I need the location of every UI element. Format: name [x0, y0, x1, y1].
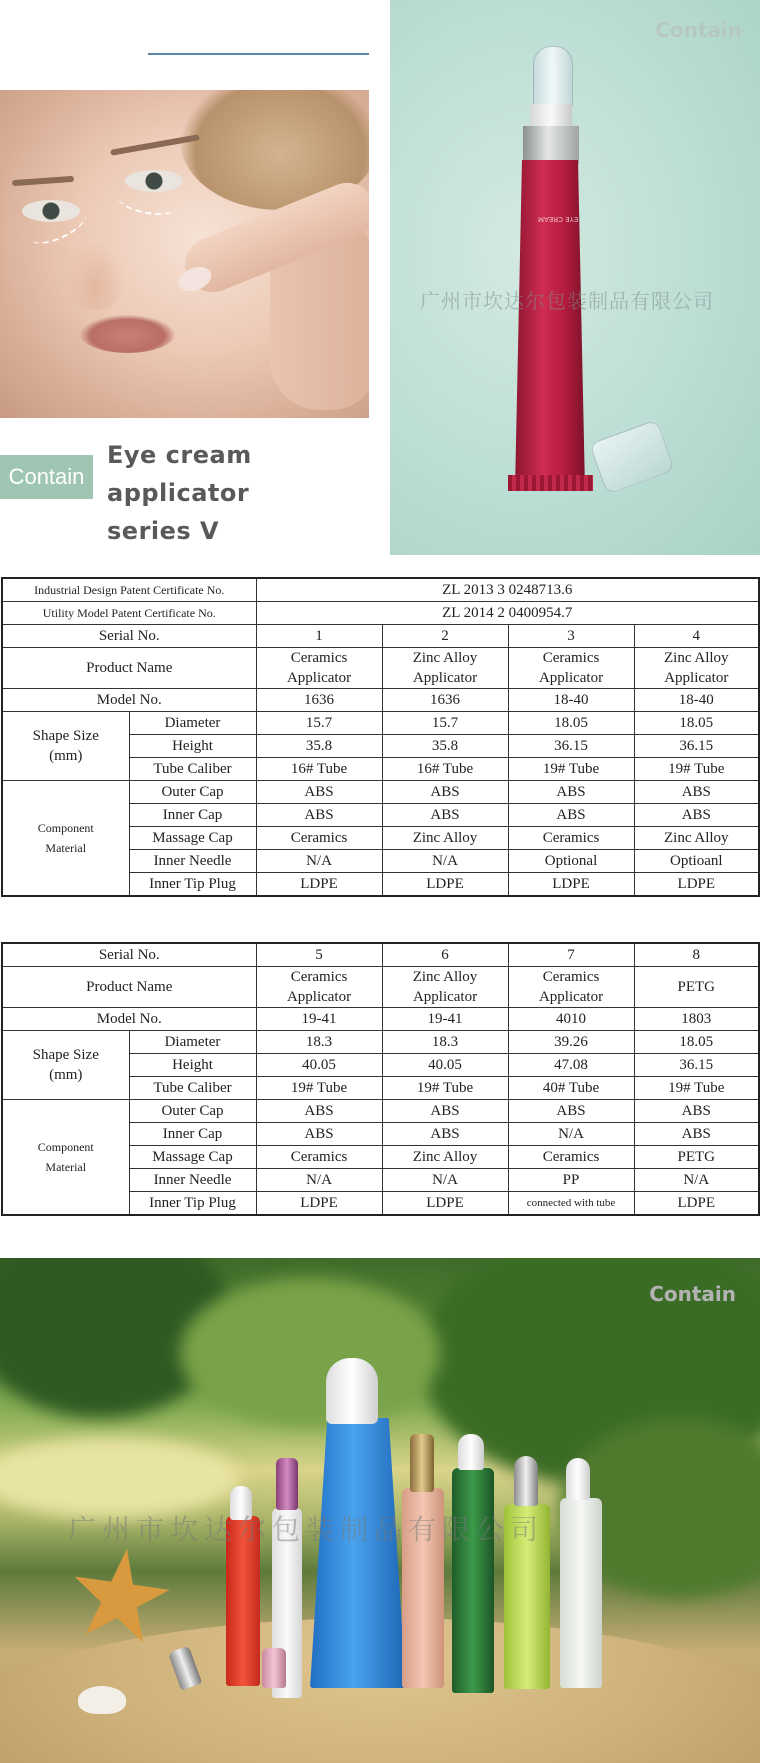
- patent-number: ZL 2014 2 0400954.7: [256, 602, 759, 625]
- row-label: Tube Caliber: [129, 758, 256, 781]
- table-cell: Ceramics: [508, 1146, 634, 1169]
- brand-logo: Contain: [655, 18, 742, 42]
- eyebrow: [12, 176, 74, 186]
- table-row: [2, 712, 759, 735]
- table-cell: 36.15: [634, 1054, 759, 1077]
- white-applicator: [326, 1358, 378, 1424]
- table-cell: ABS: [382, 1123, 508, 1146]
- table-cell: 40.05: [256, 1054, 382, 1077]
- row-label: Outer Cap: [129, 781, 256, 804]
- table-cell: N/A: [256, 850, 382, 873]
- row-label: Inner Cap: [129, 1123, 256, 1146]
- table-cell: LDPE: [634, 873, 759, 897]
- metal-applicator: [514, 1456, 538, 1506]
- table-cell: ABS: [256, 1123, 382, 1146]
- table-cell: ABS: [634, 781, 759, 804]
- table-cell: 19-41: [382, 1008, 508, 1031]
- table-cell: [508, 967, 634, 1008]
- applicator-collar: [523, 126, 579, 164]
- row-label: Diameter: [129, 712, 256, 735]
- patent-number: ZL 2013 3 0248713.6: [256, 578, 759, 602]
- row-label: Inner Tip Plug: [129, 873, 256, 897]
- table-cell: 1636: [256, 689, 382, 712]
- table-cell: 4: [634, 625, 759, 648]
- table-cell: [508, 648, 634, 689]
- table-cell: 8: [634, 943, 759, 967]
- watermark: 广州市坎达尔包装制品有限公司: [420, 289, 714, 313]
- white-tube: [560, 1498, 602, 1688]
- cell-line: Applicator: [538, 989, 604, 1005]
- table-cell: ABS: [382, 804, 508, 827]
- table-cell: 6: [382, 943, 508, 967]
- table-cell: ABS: [256, 1100, 382, 1123]
- table-cell: ABS: [508, 781, 634, 804]
- group-label: Component Material: [2, 781, 129, 897]
- table-cell: connected with tube: [508, 1192, 634, 1216]
- table-cell: 40# Tube: [508, 1077, 634, 1100]
- row-label: Height: [129, 1054, 256, 1077]
- table-row: [2, 1031, 759, 1054]
- row-label: Tube Caliber: [129, 1077, 256, 1100]
- tube-print: EYE CREAM: [538, 215, 579, 223]
- table-cell: [634, 648, 759, 689]
- foliage: [180, 1278, 440, 1428]
- model-face-photo: [0, 90, 369, 418]
- table-row: [2, 781, 759, 804]
- group-label: Shape Size (mm): [2, 712, 129, 781]
- cell-line: Applicator: [538, 670, 604, 686]
- table-cell: 1636: [382, 689, 508, 712]
- tube-crimp: [508, 475, 593, 491]
- table-cell: 36.15: [634, 735, 759, 758]
- applicator-tip: [533, 46, 573, 110]
- table-cell: 15.7: [382, 712, 508, 735]
- brand-tag: Contain: [0, 455, 93, 499]
- table-cell: N/A: [634, 1169, 759, 1192]
- table-cell: Zinc Alloy: [382, 1146, 508, 1169]
- cell-line: Applicator: [286, 670, 352, 686]
- table-cell: 19-41: [256, 1008, 382, 1031]
- row-label: Height: [129, 735, 256, 758]
- row-label: Massage Cap: [129, 1146, 256, 1169]
- table-cell: 16# Tube: [256, 758, 382, 781]
- table-cell: 19# Tube: [256, 1077, 382, 1100]
- table-cell: N/A: [256, 1169, 382, 1192]
- row-label: Product Name: [2, 648, 256, 689]
- table-cell: PETG: [634, 1146, 759, 1169]
- table-row: [2, 689, 759, 712]
- product-tube-photo: [390, 0, 760, 555]
- table-cell: 47.08: [508, 1054, 634, 1077]
- table-cell: 40.05: [382, 1054, 508, 1077]
- table-cell: 1803: [634, 1008, 759, 1031]
- table-row: [2, 648, 759, 689]
- watermark: 广州市坎达尔包装制品有限公司: [68, 1513, 545, 1546]
- row-label: Model No.: [2, 1008, 256, 1031]
- table-cell: 39.26: [508, 1031, 634, 1054]
- table-cell: PETG: [634, 967, 759, 1008]
- table-cell: 18-40: [508, 689, 634, 712]
- table-cell: 18.3: [382, 1031, 508, 1054]
- green-tube: [452, 1468, 494, 1693]
- row-label: Serial No.: [2, 625, 256, 648]
- table-cell: 15.7: [256, 712, 382, 735]
- table-cell: LDPE: [256, 873, 382, 897]
- table-cell: [256, 967, 382, 1008]
- row-label: Outer Cap: [129, 1100, 256, 1123]
- cell-line: Zinc Alloy: [412, 650, 478, 666]
- table-row: [2, 1008, 759, 1031]
- row-label: Model No.: [2, 689, 256, 712]
- cell-line: Ceramics: [542, 969, 600, 985]
- table-row: [2, 625, 759, 648]
- table-cell: PP: [508, 1169, 634, 1192]
- table-cell: ABS: [382, 1100, 508, 1123]
- cell-line: Ceramics: [290, 969, 348, 985]
- cell-line: Applicator: [412, 989, 478, 1005]
- cell-line: Ceramics: [290, 650, 348, 666]
- row-label: Inner Needle: [129, 850, 256, 873]
- blue-tube: [310, 1418, 406, 1688]
- table-cell: Ceramics: [508, 827, 634, 850]
- product-title-line2: series Ⅴ: [107, 517, 220, 545]
- table-cell: LDPE: [382, 873, 508, 897]
- table-cell: ABS: [634, 1123, 759, 1146]
- table-row: [2, 967, 759, 1008]
- lips: [80, 315, 175, 353]
- table-cell: LDPE: [508, 873, 634, 897]
- group-label: Shape Size (mm): [2, 1031, 129, 1100]
- white-applicator: [566, 1458, 590, 1500]
- table-cell: 18.05: [634, 712, 759, 735]
- table-cell: N/A: [382, 1169, 508, 1192]
- table-cell: 35.8: [256, 735, 382, 758]
- row-label: Inner Needle: [129, 1169, 256, 1192]
- gold-applicator: [410, 1434, 434, 1492]
- spec-table-2: [1, 942, 760, 1216]
- foliage: [0, 1438, 240, 1518]
- table-cell: 2: [382, 625, 508, 648]
- table-cell: 16# Tube: [382, 758, 508, 781]
- table-cell: Zinc Alloy: [382, 827, 508, 850]
- divider-line: [148, 53, 369, 55]
- table-cell: ABS: [382, 781, 508, 804]
- table-cell: ABS: [256, 804, 382, 827]
- cell-line: Ceramics: [542, 650, 600, 666]
- table-cell: 4010: [508, 1008, 634, 1031]
- brand-logo: Contain: [649, 1282, 736, 1306]
- seashell: [78, 1686, 126, 1714]
- table-cell: 36.15: [508, 735, 634, 758]
- table-cell: LDPE: [256, 1192, 382, 1216]
- table-cell: [382, 648, 508, 689]
- table-row: [2, 943, 759, 967]
- table-row: [2, 602, 759, 625]
- table-row: [2, 1100, 759, 1123]
- table-cell: 5: [256, 943, 382, 967]
- table-cell: ABS: [508, 804, 634, 827]
- table-cell: 18.05: [634, 1031, 759, 1054]
- table-cell: ABS: [256, 781, 382, 804]
- nose: [65, 240, 125, 310]
- table-cell: ABS: [634, 804, 759, 827]
- hero-section: [0, 0, 760, 555]
- product-title-line1: Eye cream applicator: [107, 441, 252, 507]
- spec-table-1: [1, 577, 760, 897]
- cell-line: Zinc Alloy: [663, 650, 729, 666]
- table-cell: N/A: [508, 1123, 634, 1146]
- table-cell: 19# Tube: [634, 1077, 759, 1100]
- cell-line: Zinc Alloy: [412, 969, 478, 985]
- row-label: Diameter: [129, 1031, 256, 1054]
- pink-cap: [262, 1648, 286, 1688]
- table-cell: [256, 648, 382, 689]
- table-cell: ABS: [634, 1100, 759, 1123]
- table-cell: N/A: [382, 850, 508, 873]
- table-cell: 18.05: [508, 712, 634, 735]
- row-label: Utility Model Patent Certificate No.: [2, 602, 256, 625]
- table-cell: Optional: [508, 850, 634, 873]
- table-cell: 7: [508, 943, 634, 967]
- purple-collar: [276, 1458, 298, 1510]
- row-label: Inner Cap: [129, 804, 256, 827]
- row-label: Inner Tip Plug: [129, 1192, 256, 1216]
- table-cell: 1: [256, 625, 382, 648]
- applicator-neck: [530, 104, 572, 128]
- row-label: Product Name: [2, 967, 256, 1008]
- table-cell: LDPE: [634, 1192, 759, 1216]
- table-cell: 19# Tube: [634, 758, 759, 781]
- table-cell: [382, 967, 508, 1008]
- table-cell: 18-40: [634, 689, 759, 712]
- table-cell: Ceramics: [256, 1146, 382, 1169]
- cell-line: Applicator: [286, 989, 352, 1005]
- table-row: [2, 578, 759, 602]
- table-cell: LDPE: [382, 1192, 508, 1216]
- clear-cap: [589, 419, 675, 494]
- cell-line: Applicator: [664, 670, 729, 686]
- table-cell: 3: [508, 625, 634, 648]
- lifestyle-beach-photo: [0, 1258, 760, 1763]
- row-label: Industrial Design Patent Certificate No.: [2, 578, 256, 602]
- product-title: [107, 436, 372, 550]
- table-cell: 35.8: [382, 735, 508, 758]
- table-cell: Zinc Alloy: [634, 827, 759, 850]
- table-cell: ABS: [508, 1100, 634, 1123]
- table-cell: 19# Tube: [382, 1077, 508, 1100]
- row-label: Massage Cap: [129, 827, 256, 850]
- table-cell: Ceramics: [256, 827, 382, 850]
- red-tube: [515, 160, 585, 490]
- table-cell: Optioanl: [634, 850, 759, 873]
- white-applicator: [458, 1434, 484, 1470]
- table-cell: 19# Tube: [508, 758, 634, 781]
- cell-line: Applicator: [412, 670, 478, 686]
- table-cell: 18.3: [256, 1031, 382, 1054]
- group-label: Component Material: [2, 1100, 129, 1216]
- row-label: Serial No.: [2, 943, 256, 967]
